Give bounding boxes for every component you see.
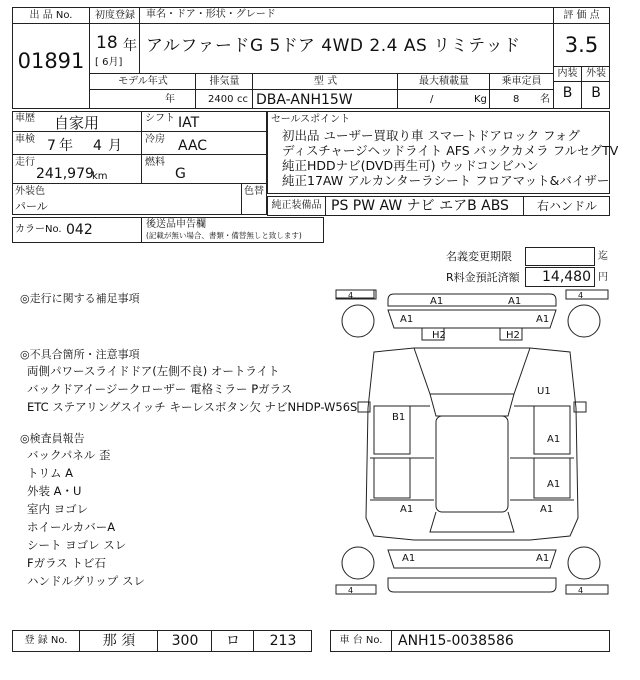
left-rear-door — [374, 458, 410, 498]
inspector-line-7: Fガラス トビ石 — [27, 556, 106, 570]
inspector-line-5: ホイールカバーA — [27, 520, 116, 534]
inspection-month: 4 — [93, 138, 102, 154]
mark-headlight-right: H2 — [506, 330, 520, 341]
post-reg-note: (記載が無い場合、書類・備替無しと致します) — [146, 231, 302, 240]
model-code: DBA-ANH15W — [256, 92, 353, 108]
inspector-line-1: バックパネル 歪 — [27, 448, 111, 462]
max-load: / — [430, 94, 434, 105]
displacement: 2400 — [208, 94, 234, 105]
rear-glass-outline — [430, 512, 514, 532]
registration-number: 213 — [269, 633, 297, 649]
name-change-unit: 迄 — [598, 251, 608, 262]
mark-right-rear: A1 — [540, 504, 554, 515]
shift: IAT — [178, 115, 200, 131]
capacity-label: 乗車定員 — [501, 75, 542, 87]
tire-box-front-right — [566, 290, 608, 300]
car-name-label: 車名・ドア・形状・グレード — [146, 9, 276, 20]
tire-box-rear-right — [566, 585, 608, 595]
sales-point-line-3: 純正HDDナビ(DVD再生可) ウッドコンビハン — [282, 158, 539, 173]
specs-row-1 — [12, 111, 267, 132]
right-rear-door — [534, 458, 570, 498]
equipment-items: PS PW AW ナビ エアB ABS — [331, 198, 509, 214]
name-change-value — [525, 247, 595, 266]
chassis-label: 車 台 No. — [339, 635, 383, 646]
wheel-rear-right — [568, 547, 600, 579]
mark-front-left: A1 — [400, 314, 414, 325]
history-label: 車歴 — [15, 113, 35, 124]
shift-label: シフト — [145, 113, 175, 124]
model-year-label: モデル年式 — [118, 75, 168, 87]
steering-side: 右ハンドル — [536, 199, 597, 213]
interior-label: 内装 — [557, 68, 578, 79]
mark-headlight-left: H2 — [432, 330, 446, 341]
mark-front-right: A1 — [536, 314, 550, 325]
inspector-line-2: トリム A — [27, 466, 74, 480]
max-load-label: 最大積載量 — [419, 75, 469, 87]
post-reg-label: 後送品申告欄 — [146, 219, 206, 230]
overall-score: 3.5 — [564, 33, 599, 57]
mark-left-rear: A1 — [400, 504, 414, 515]
color-no-label: カラーNo. — [15, 224, 62, 235]
first-reg-month: [ 6月] — [95, 57, 123, 68]
first-reg-year-unit: 年 — [123, 38, 137, 54]
svg-text:4: 4 — [348, 586, 354, 595]
car-name: アルファードG 5ドア 4WD 2.4 AS リミテッド — [146, 36, 521, 56]
model-code-label: 型 式 — [313, 75, 338, 87]
color-no: 042 — [66, 222, 93, 238]
recycle-label: R料金預託済額 — [446, 271, 520, 284]
hood-outline — [414, 348, 530, 394]
displacement-unit: cc — [237, 94, 248, 105]
wheel-rear-left — [342, 547, 374, 579]
inspector-line-8: ハンドルグリップ スレ — [27, 574, 145, 588]
mark-rear-left: A1 — [402, 553, 416, 564]
sales-point-line-4: 純正17AW アルカンターラシート フロアマット&バイザー — [282, 173, 610, 188]
max-load-unit: Kg — [474, 94, 487, 105]
exterior-label: 外装 — [586, 68, 606, 79]
ext-color: パール — [15, 200, 48, 213]
roof-outline — [436, 416, 508, 512]
ext-color-label: 外装色 — [15, 186, 45, 197]
wheel-front-left — [342, 305, 374, 337]
first-reg-divider — [90, 24, 140, 73]
mark-right-fender: U1 — [537, 386, 551, 397]
fuel-label: 燃料 — [145, 157, 165, 168]
equipment-label: 純正装備品 — [271, 200, 322, 211]
inspection-month-unit: 月 — [108, 138, 122, 154]
fuel: G — [175, 166, 186, 182]
inspector-line-6: シート ヨゴレ スレ — [27, 538, 127, 552]
mark-right-front-door: A1 — [547, 434, 561, 445]
ac: AAC — [178, 138, 208, 154]
mark-left-front-door: B1 — [392, 412, 406, 423]
mark-rear-right: A1 — [536, 553, 550, 564]
svg-text:4: 4 — [578, 291, 584, 300]
front-bumper-shape — [388, 294, 556, 306]
defect-line-2: バックドアイージークローザー 電格ミラー Pガラス — [27, 382, 293, 396]
interior-grade: B — [562, 85, 573, 101]
registration-place: 那 須 — [102, 633, 136, 649]
right-front-door — [534, 406, 570, 454]
mark-front-bumper-right: A1 — [508, 296, 522, 307]
defect-line-1: 両側パワースライドドア(左側不良) オートライト — [27, 364, 280, 378]
right-side-lines — [510, 406, 574, 500]
capacity-unit: 名 — [540, 94, 550, 105]
capacity: 8 — [513, 94, 520, 105]
sales-point-line-1: 初出品 ユーザー買取り車 スマートドアロック フォグ — [282, 128, 580, 143]
inspector-line-3: 外装 A・U — [27, 484, 82, 498]
mark-front-bumper-left: A1 — [430, 296, 444, 307]
svg-text:4: 4 — [348, 291, 354, 300]
tire-box-front-left — [336, 290, 376, 300]
sales-points-label: セールスポイント — [271, 114, 351, 125]
inspection-year: 7 — [47, 138, 56, 154]
recycle-unit: 円 — [598, 272, 608, 283]
lot-no: 01891 — [17, 49, 85, 73]
defect-line-3: ETC ステアリングスイッチ キーレスボタン欠 ナビNHDP-W56S — [27, 400, 358, 414]
tire-box-rear-left — [336, 585, 376, 595]
exterior-grade: B — [591, 85, 601, 101]
name-change-label: 名義変更期限 — [446, 250, 512, 263]
chassis-number: ANH15-0038586 — [398, 633, 514, 649]
rear-bumper-shape — [388, 578, 556, 592]
mileage-label: 走行 — [15, 157, 35, 168]
mileage: 241,979 — [36, 166, 94, 182]
sales-point-line-2: ディスチャージヘッドライト AFS バックカメラ フルセグTV — [282, 143, 619, 158]
registration-label: 登 録 No. — [24, 635, 68, 646]
recycle-value: 14,480 — [525, 267, 595, 287]
score-label: 評 価 点 — [563, 9, 600, 21]
car-damage-diagram — [334, 288, 610, 616]
wheel-front-right — [568, 305, 600, 337]
model-year-unit: 年 — [165, 94, 175, 105]
displacement-label: 排気量 — [209, 75, 240, 87]
lot-no-label: 出 品 No. — [29, 9, 73, 21]
color-change-label: 色替 — [244, 186, 264, 197]
windshield-outline — [430, 394, 514, 416]
ac-label: 冷房 — [145, 134, 165, 145]
inspection-label: 車検 — [15, 134, 35, 145]
defects-title: ◎不具合箇所・注意事項 — [20, 348, 140, 361]
first-reg-label: 初度登録 — [95, 9, 135, 21]
registration-kana: ロ — [226, 633, 240, 649]
mark-right-rear-door: A1 — [547, 479, 561, 490]
first-reg-year: 18 — [96, 33, 118, 53]
mileage-unit: km — [92, 171, 108, 182]
registration-class: 300 — [171, 633, 199, 649]
svg-text:4: 4 — [578, 586, 584, 595]
driving-notes-title: ◎走行に関する補足事項 — [20, 292, 140, 305]
inspection-year-unit: 年 — [59, 138, 73, 154]
inspector-title: ◎検査員報告 — [20, 432, 85, 445]
inspector-line-4: 室内 ヨゴレ — [27, 502, 89, 516]
history: 自家用 — [54, 114, 100, 132]
